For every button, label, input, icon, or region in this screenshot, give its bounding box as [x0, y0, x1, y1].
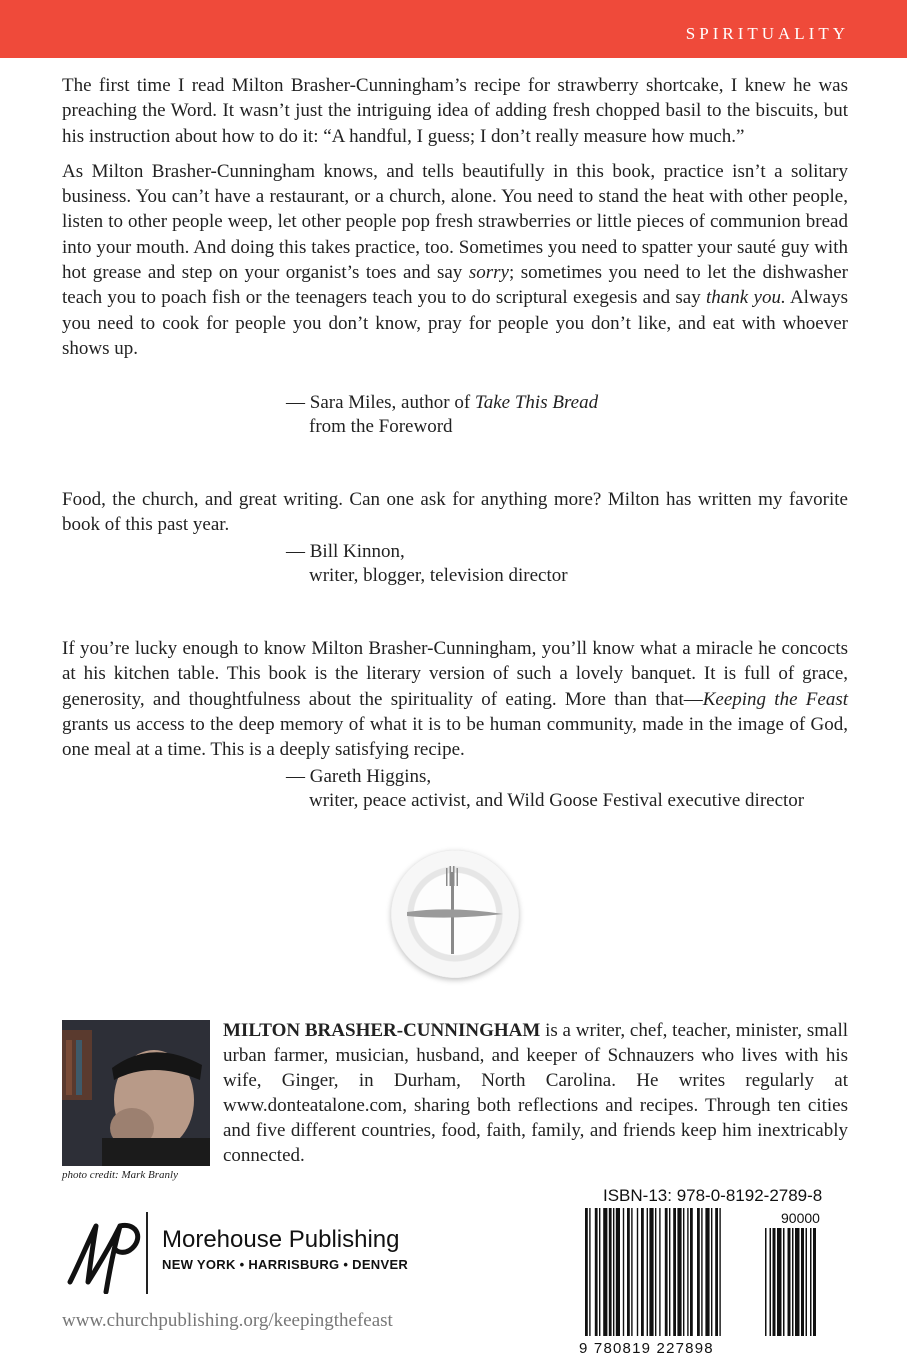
logo-divider	[146, 1212, 148, 1294]
book-url[interactable]: www.churchpublishing.org/keepingthefeast	[62, 1310, 393, 1331]
author-bio: MILTON BRASHER-CUNNINGHAM is a writer, chef, teacher, minister, small urban farmer, musician, husband, and keeper of Schnauzers who lives with his wife, Ginger, in Durham, North Carolina. He writes regularly at www.donteatalone.com, sharing both reflections and recipes. Through ten cities and five different countries, food, faith, family, and friends keep him inextricably connected.	[223, 1020, 849, 1166]
quote-gareth-higgins: If you’re lucky enough to know Milton Brasher-Cunningham, you’ll know what a miracle he concocts at his kitchen table. This book is the literary version of such a lovely banquet. It is full of grace, generosity, and thoughtfulness about the spirituality of eating. More than that—Keeping the Feast grants us access to the deep memory of what it is to be human community, made in the image of God, one meal at a time. This is a deeply satisfying recipe.	[62, 638, 848, 761]
isbn-label: ISBN-13: 978-0-8192-2789-8	[603, 1186, 823, 1205]
photo-credit: photo credit: Mark Branly	[62, 1169, 178, 1181]
barcode	[577, 1206, 847, 1356]
barcode-addon-digits: 90000	[781, 1210, 820, 1226]
author-name: MILTON BRASHER-CUNNINGHAM	[223, 1020, 541, 1041]
quote-paragraph-1: The first time I read Milton Brasher-Cunningham’s recipe for strawberry shortcake, I knew he was preaching the Word. It wasn’t just the intriguing idea of adding fresh chopped basil to the biscuits, but his instruction about how to do it: “A handful, I guess; I don’t really measure how much.”	[62, 75, 848, 147]
author-photo	[62, 1020, 210, 1166]
category-label: SPIRITUALITY	[685, 24, 849, 43]
quote-bill-kinnon: Food, the church, and great writing. Can one ask for anything more? Milton has written my favorite book of this past year.	[62, 489, 848, 536]
category-band	[0, 0, 907, 58]
quote-paragraph-2: As Milton Brasher-Cunningham knows, and tells beautifully in this book, practice isn’t a solitary business. You can’t have a restaurant, or a church, alone. You need to stand the heat with other people, listen to other people weep, let other people pop fresh strawberries or little pieces of communion bread into your mouth. And doing this takes practice, too. Sometimes you need to spatter your sauté guy with hot grease and step on your organist’s toes and say sorry; sometimes you need to let the dishwasher teach you to poach fish or the teenagers teach you to do scriptural exegesis and say thank you. Always you need to cook for people you don’t know, pray for people you don’t like, and eat with whoever shows up.	[62, 160, 849, 359]
publisher-name: Morehouse Publishing	[162, 1226, 400, 1253]
plate-cross-image	[391, 850, 519, 978]
publisher-cities: NEW YORK • HARRISBURG • DENVER	[162, 1257, 409, 1272]
quote-sara-miles	[62, 73, 848, 371]
knife-icon	[407, 909, 503, 917]
attribution-sara-miles: — Sara Miles, author of Take This Bread from the Foreword	[286, 392, 599, 437]
attribution-bill-kinnon: — Bill Kinnon, writer, blogger, television director	[286, 541, 568, 586]
attribution-gareth-higgins: — Gareth Higgins, writer, peace activist, and Wild Goose Festival executive director	[286, 766, 805, 811]
barcode-ean-digits: 9 780819 227898	[579, 1340, 714, 1356]
